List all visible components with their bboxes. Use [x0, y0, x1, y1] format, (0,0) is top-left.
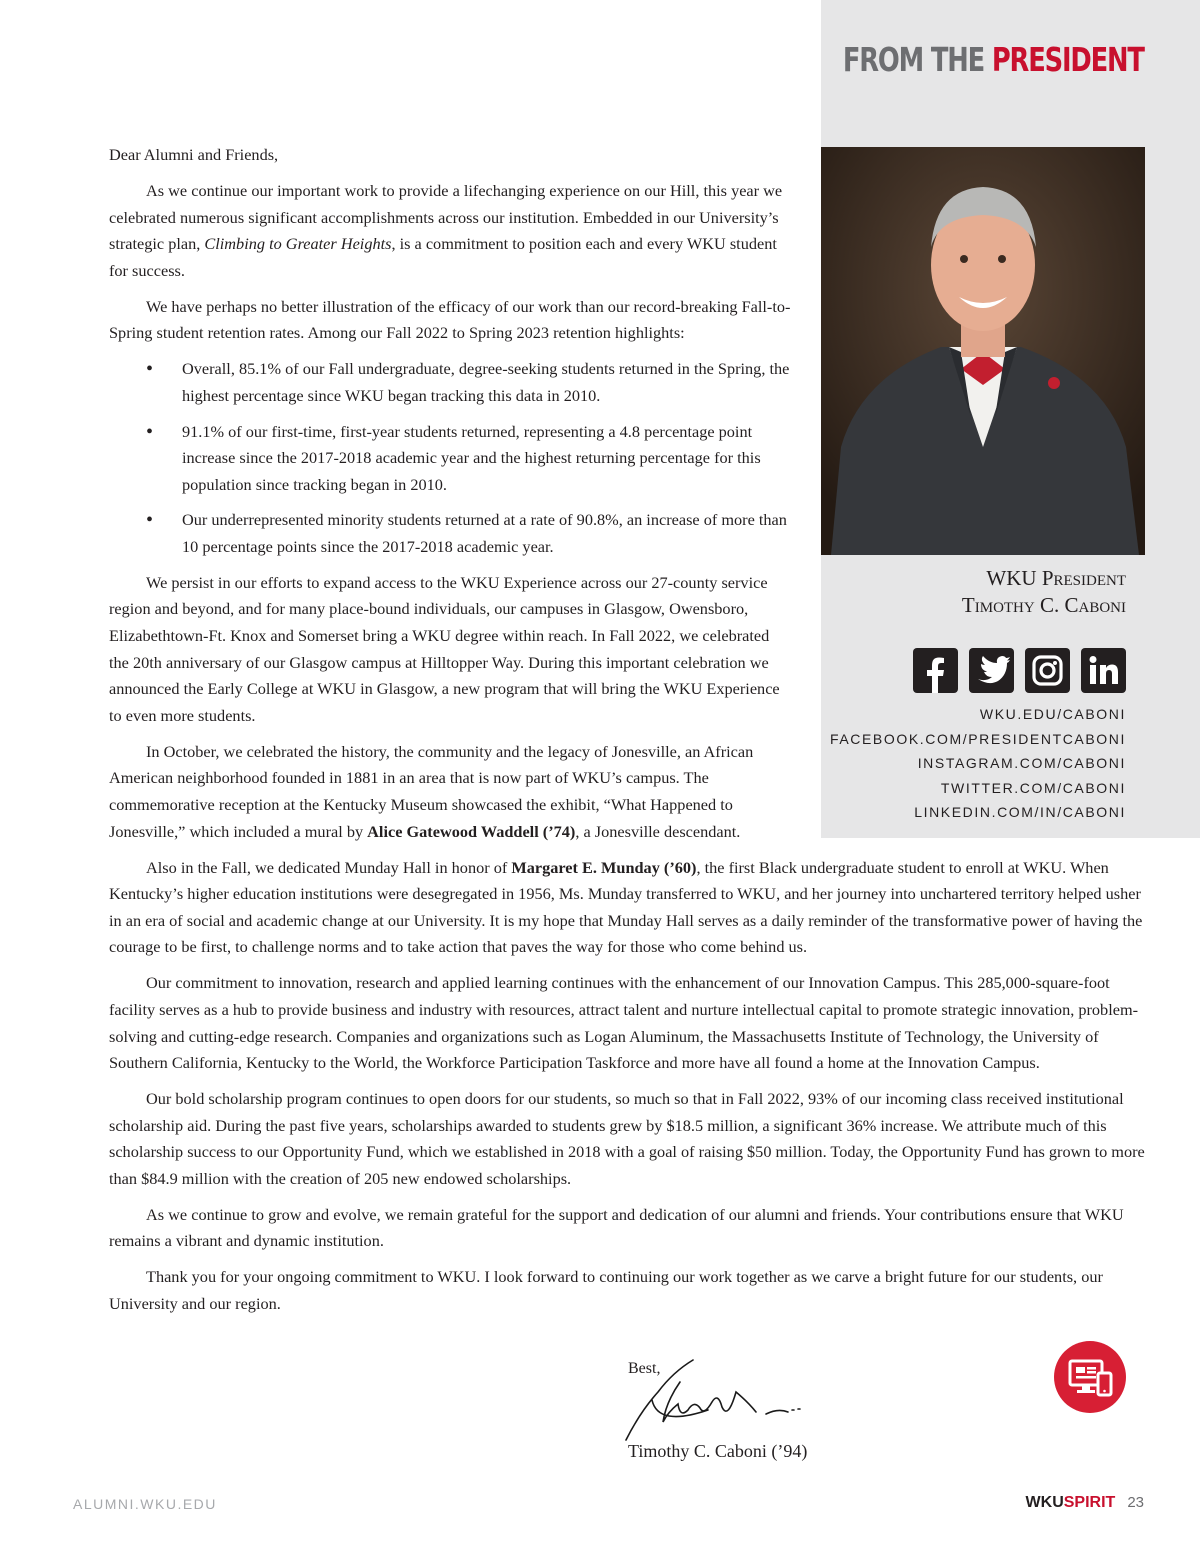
paragraph-5: [109, 855, 1154, 961]
caption-title: WKU President: [986, 566, 1126, 590]
link-wku-caboni[interactable]: WKU.EDU/CABONI: [979, 706, 1126, 722]
signature-name: Timothy C. Caboni (’94): [628, 1441, 808, 1461]
list-item-text: Overall, 85.1% of our Fall undergraduate, degree-seeking students returned in the Spring, the highest percentage since WKU began tracking this data in 2010.: [182, 359, 790, 405]
bullet-icon: •: [146, 420, 154, 443]
paragraph-5-text-end: , the first Black undergraduate student to enroll at WKU. When Kentucky’s higher education institutions were desegregated in 1956, Ms. Munday transferred to WKU, and her journey into unchartered territory helped usher in an era of social and academic change at our University. It is my hope that Munday Hall serves as a daily reminder of the transformative power of having the courage to be first, to challenge norms and to take action that paves the way for those who come behind us.: [109, 857, 1143, 957]
list-item-text: Our underrepresented minority students returned at a rate of 90.8%, an increase of more than 10 percentage points since the 2017-2018 academic year.: [182, 510, 787, 556]
page-number: 23: [1127, 1494, 1144, 1511]
digital-devices-icon: [1054, 1341, 1126, 1413]
digital-edition-badge[interactable]: [1054, 1341, 1126, 1413]
list-item: [109, 507, 791, 560]
paragraph-7: Our bold scholarship program continues to open doors for our students, so much so that in Fall 2022, 93% of our incoming class received institutional scholarship aid. During the past five years, scholarships awarded to students grew by $18.5 million, a significant 36% increase. We attribute much of this scholarship success to our Opportunity Fund, which we established in 2018 with a goal of raising $50 million. Today, the Opportunity Fund has grown to more than $84.9 million with the creation of 205 new endowed scholarships.: [109, 1089, 1145, 1188]
list-item: [109, 356, 791, 409]
list-item: [109, 419, 791, 499]
link-linkedin[interactable]: LINKEDIN.COM/IN/CABONI: [914, 804, 1126, 820]
closing: Best,: [628, 1360, 661, 1377]
caption-name: Timothy C. Caboni: [961, 593, 1126, 617]
paragraph-3: We persist in our efforts to expand access to the WKU Experience across our 27-county service region and beyond, and for many place-bound individuals, our campuses in Glasgow, Owensboro, Elizabethtown-Ft. Knox and Somerset bring a WKU degree within reach. In Fall 2022, we celebrated the 20th anniversary of our Glasgow campus at Hilltopper Way. During this important celebration we announced the Early College at WKU in Glasgow, a new program that will bring the WKU Experience to even more students.: [109, 572, 780, 725]
list-item-text: 91.1% of our first-time, first-year students returned, representing a 4.8 percentage point increase since the 2017-2018 academic year and the highest returning percentage for this population since tracking began in 2010.: [182, 421, 761, 494]
paragraph-1-text: As we continue our important work to provide a lifechanging experience on our Hill, this year we celebrated numerous significant accomplishments across our institution. Embedded in our University’s strategic plan,: [109, 180, 783, 254]
section-title-part2: PRESIDENT: [992, 40, 1144, 79]
paragraph-1-text-end: , is a commitment to position each and every WKU student for success.: [109, 234, 777, 280]
footer-brand-part2: SPIRIT: [1063, 1494, 1116, 1511]
section-title-part1: FROM THE: [843, 40, 993, 79]
paragraph-1: [109, 178, 791, 284]
alumna-name-waddell: Alice Gatewood Waddell (’74): [367, 821, 576, 841]
paragraph-8: As we continue to grow and evolve, we remain grateful for the support and dedication of our alumni and friends. Your contributions ensure that WKU remains a vibrant and dynamic institution.: [109, 1204, 1124, 1251]
bullet-icon: •: [146, 358, 154, 381]
paragraph-4-text: In October, we celebrated the history, the community and the legacy of Jonesville, an African American neighborhood founded in 1881 in an area that is now part of WKU’s campus. The commemorative reception at the Kentucky Museum showcased the exhibit, “What Happened to Jonesville,” which included a mural by: [109, 741, 754, 841]
paragraph-4: [109, 739, 791, 845]
strategic-plan-title: Climbing to Greater Heights: [204, 234, 392, 254]
paragraph-5-text: Also in the Fall, we dedicated Munday Hall in honor of: [146, 857, 512, 877]
bullet-icon: •: [146, 509, 154, 532]
section-title: [843, 40, 1144, 79]
link-instagram[interactable]: INSTAGRAM.COM/CABONI: [917, 755, 1126, 771]
salutation: Dear Alumni and Friends,: [109, 145, 279, 164]
footer-brand-part1: WKU: [1025, 1494, 1064, 1511]
paragraph-6: Our commitment to innovation, research and applied learning continues with the enhancement of our Innovation Campus. This 285,000-square-foot facility serves as a hub to provide business and industry with resources, attract talent and nurture intellectual capital to promote strategic innovation, problem-solving and cutting-edge research. Companies and organizations such as Logan Aluminum, the Massachusetts Institute of Technology, the University of Southern California, Kentucky to the World, the Workforce Participation Taskforce and more have all found a home at the Innovation Campus.: [109, 973, 1139, 1073]
paragraph-9: Thank you for your ongoing commitment to WKU. I look forward to continuing our work together as we carve a bright future for our students, our University and our region.: [109, 1267, 1103, 1314]
retention-highlights: [109, 356, 791, 560]
footer-website[interactable]: ALUMNI.WKU.EDU: [73, 1496, 217, 1512]
link-facebook[interactable]: FACEBOOK.COM/PRESIDENTCABONI: [829, 730, 1126, 747]
paragraph-2: We have perhaps no better illustration of the efficacy of our work than our record-breaking Fall-to-Spring student retention rates. Among our Fall 2022 to Spring 2023 retention highlights:: [109, 296, 791, 343]
signature-image: [618, 1352, 803, 1447]
link-twitter[interactable]: TWITTER.COM/CABONI: [940, 779, 1126, 796]
alumna-name-munday: Margaret E. Munday (’60): [511, 857, 697, 877]
footer-brand: [1026, 1494, 1144, 1512]
paragraph-4-text-end: , a Jonesville descendant.: [575, 821, 741, 841]
letter-body: [109, 142, 1154, 1327]
